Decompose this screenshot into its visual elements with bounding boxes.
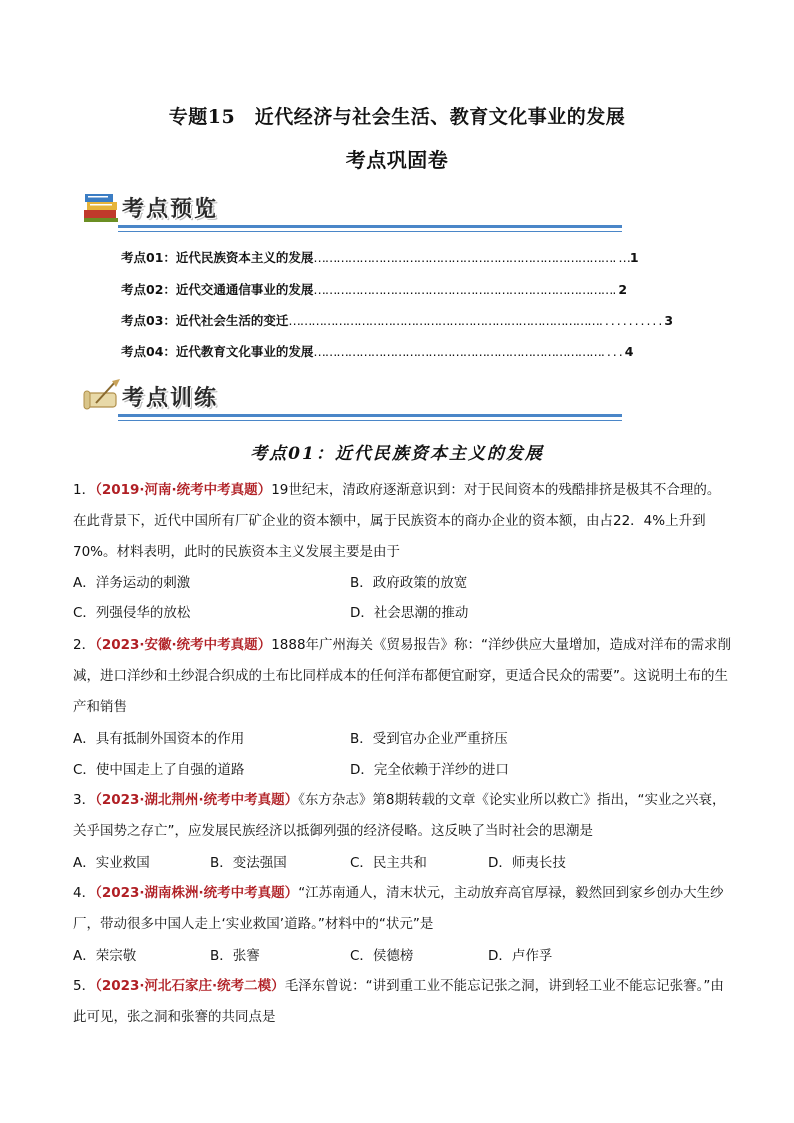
option-c: C．民主共和 xyxy=(350,855,427,871)
books-icon xyxy=(82,188,122,226)
toc-page: 2 xyxy=(618,282,628,297)
option-b: B．政府政策的放宽 xyxy=(350,575,468,591)
question-3 xyxy=(73,785,733,847)
banner-rule-thin xyxy=(118,420,622,421)
question-stem: 《东方杂志》第8期转载的文章《论实业所以救亡》指出，“实业之兴衰，关乎国势之存亡”，应发展民族经济以抵御列强的经济侵略。这反映了当时社会的思潮是 xyxy=(73,792,726,839)
preview-banner xyxy=(78,186,622,236)
training-banner xyxy=(78,375,622,425)
question-source: （2019·河南·统考中考真题） xyxy=(95,482,272,498)
question-number: 1． xyxy=(73,482,96,498)
banner-rule-thin xyxy=(118,231,622,232)
section-heading: 考点01：近代民族资本主义的发展 xyxy=(250,444,544,464)
scroll-quill-icon xyxy=(82,377,122,415)
option-d: D．社会思潮的推动 xyxy=(350,605,469,621)
toc-dots: ……………………………………………………………………. … xyxy=(313,250,630,265)
question-2 xyxy=(73,630,733,723)
question-stem: “江苏南通人，清末状元，主动放弃高官厚禄，毅然回到家乡创办大生纱厂，带动很多中国人走上‘实业救国’道路。”材料中的“状元”是 xyxy=(73,885,724,932)
option-c: C．侯德榜 xyxy=(350,948,414,964)
option-b: B．张謇 xyxy=(210,948,260,964)
question-source: （2023·湖北荆州·统考中考真题） xyxy=(95,792,299,808)
option-a: A．洋务运动的刺激 xyxy=(73,575,191,591)
toc-page: 3 xyxy=(664,313,674,328)
page-subtitle: 考点巩固卷 xyxy=(345,148,449,172)
option-d: D．完全依赖于洋纱的进口 xyxy=(350,762,509,778)
toc-dots: ………………………………………………………………………. . . . . . . . . . . xyxy=(288,313,665,328)
toc-dots: ……………………………………………………………………. xyxy=(313,282,619,297)
toc-item-4 xyxy=(121,342,633,360)
option-a: A．具有抵制外国资本的作用 xyxy=(73,731,245,747)
question-source: （2023·安徽·统考中考真题） xyxy=(95,637,272,653)
question-5 xyxy=(73,971,733,1033)
question-stem: 毛泽东曾说：“讲到重工业不能忘记张之洞，讲到轻工业不能忘记张謇。”由此可见，张之洞和张謇的共同点是 xyxy=(73,978,724,1025)
option-b: B．受到官办企业严重挤压 xyxy=(350,731,508,747)
option-d: D．师夷长技 xyxy=(488,855,566,871)
question-number: 4． xyxy=(73,885,96,901)
toc-dots: …………………………………………………………………. . . . xyxy=(313,344,625,359)
toc-item-1 xyxy=(121,248,639,266)
question-source: （2023·河北石家庄·统考二模） xyxy=(95,978,285,994)
toc-item-3 xyxy=(121,311,673,329)
toc-label: 考点04：近代教育文化事业的发展 xyxy=(121,344,314,359)
preview-banner-label: 考点预览 xyxy=(122,197,219,222)
toc-label: 考点02：近代交通通信事业的发展 xyxy=(121,282,314,297)
toc-page: 4 xyxy=(624,344,634,359)
toc-page: 1 xyxy=(629,250,639,265)
banner-rule xyxy=(118,225,622,228)
option-c: C．使中国走上了自强的道路 xyxy=(73,762,245,778)
question-number: 5． xyxy=(73,978,96,994)
toc-label: 考点03：近代社会生活的变迁 xyxy=(121,313,289,328)
option-a: A．荣宗敬 xyxy=(73,948,137,964)
toc-item-2 xyxy=(121,280,627,298)
option-a: A．实业救国 xyxy=(73,855,150,871)
page-title: 专题15 近代经济与社会生活、教育文化事业的发展 xyxy=(168,106,626,128)
question-number: 2． xyxy=(73,637,96,653)
toc-label: 考点01：近代民族资本主义的发展 xyxy=(121,250,314,265)
question-1 xyxy=(73,475,733,568)
banner-rule xyxy=(118,414,622,417)
question-source: （2023·湖南株洲·统考中考真题） xyxy=(95,885,299,901)
option-b: B．变法强国 xyxy=(210,855,287,871)
question-number: 3． xyxy=(73,792,96,808)
question-stem: 1888年广州海关《贸易报告》称：“洋纱供应大量增加，造成对洋布的需求削减，进口洋纱和土纱混合织成的土布比同样成本的任何洋布都便宜耐穿，更适合民众的需要”。这说明土布的生产和销售 xyxy=(73,637,732,715)
question-4 xyxy=(73,878,733,940)
option-c: C．列强侵华的放松 xyxy=(73,605,191,621)
training-banner-label: 考点训练 xyxy=(122,386,219,411)
question-stem: 19世纪末，清政府逐渐意识到：对于民间资本的残酷排挤是极其不合理的。在此背景下，近代中国所有厂矿企业的资本额中，属于民族资本的商办企业的资本额，由占22．4%上升到70%。材料表明，此时的民族资本主义发展主要是由于 xyxy=(73,482,721,560)
option-d: D．卢作孚 xyxy=(488,948,553,964)
